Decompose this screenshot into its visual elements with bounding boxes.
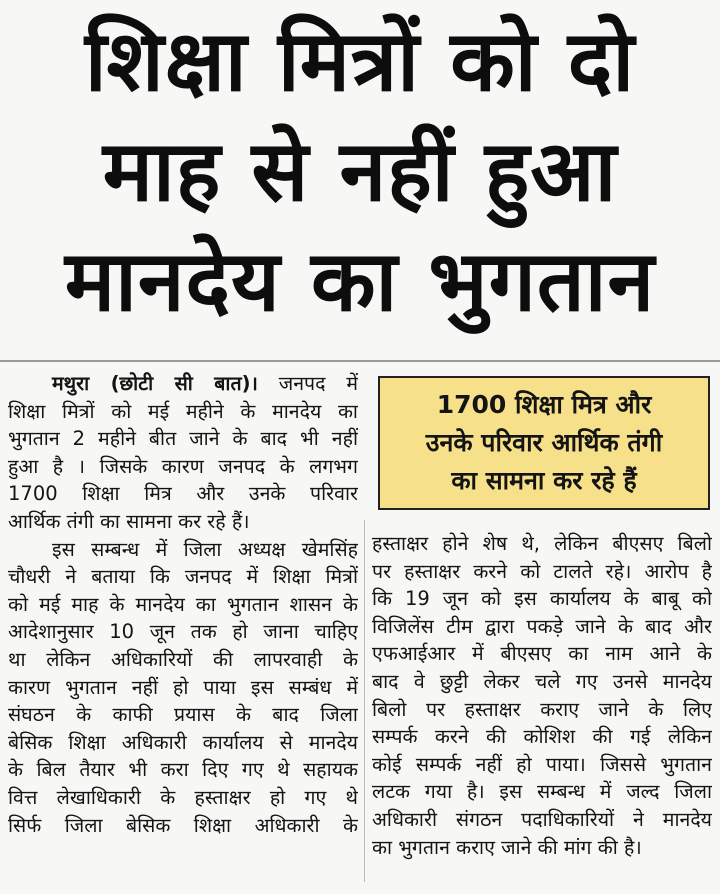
- pull-quote-line-1: 1700 शिक्षा मित्र और: [436, 390, 652, 419]
- article-line: कोई सम्पर्क नहीं हो पाया। जिससे भुगतान: [372, 752, 712, 776]
- article-line: इस सम्बन्ध में जिला अध्यक्ष खेमसिंह: [52, 537, 358, 561]
- article-line: बाद वे छुट्टी लेकर चले गए उनसे मानदेय: [372, 669, 712, 693]
- pull-quote-line-3: का सामना कर रहे हैं: [451, 466, 637, 495]
- article-line: पर हस्ताक्षर करने को टालते रहे। आरोप है: [372, 559, 712, 583]
- article-line: चौधरी ने बताया कि जनपद में शिक्षा मित्रों: [8, 565, 358, 589]
- headline-divider: [0, 360, 720, 362]
- right-column: [372, 530, 712, 861]
- article-line: कारण भुगतान नहीं हो पाया इस सम्बंध में: [8, 675, 358, 699]
- article-line: संघठन के काफी प्रयास के बाद जिला: [8, 703, 358, 727]
- pull-quote-box: [378, 376, 710, 510]
- article-line: अधिकारी संगठन पदाधिकारियों ने मानदेय: [372, 807, 712, 831]
- article-line: आदेशानुसार 10 जून तक हो जाना चाहिए: [8, 620, 358, 644]
- headline-line-1: शिक्षा मित्रों को दो: [84, 12, 636, 110]
- article-line: के बिल तैयार भी करा दिए गए थे सहायक: [8, 758, 358, 782]
- article-line: सम्पर्क करने की कोशिश की गई लेकिन: [372, 725, 712, 749]
- headline-line-2: माह से नहीं हुआ: [102, 122, 618, 220]
- article-line: 1700 शिक्षा मित्र और उनके परिवार: [8, 482, 358, 506]
- article-line-text: जनपद में: [257, 372, 358, 395]
- column-gutter: [364, 520, 365, 882]
- article-line: कि 19 जून को इस कार्यालय के बाबू को: [372, 587, 712, 611]
- article-line: बिलो पर हस्ताक्षर कराए जाने के लिए: [372, 697, 712, 721]
- article-line: सिर्फ जिला बेसिक शिक्षा अधिकारी के: [8, 813, 358, 837]
- article-line: वित्त लेखाधिकारी के हस्ताक्षर हो गए थे: [8, 785, 358, 809]
- article-line: लटक गया है। इस सम्बन्ध में जल्द जिला: [372, 780, 712, 804]
- article-line: बेसिक शिक्षा अधिकारी कार्यालय से मानदेय: [8, 730, 358, 754]
- article-line: भुगतान 2 महीने बीत जाने के बाद भी नहीं: [8, 427, 358, 451]
- article-line: था लेकिन अधिकारियों की लापरवाही के: [8, 647, 358, 671]
- article-line: हुआ है । जिसके कारण जनपद के लगभग: [8, 454, 358, 478]
- pull-quote-line-2: उनके परिवार आर्थिक तंगी: [425, 428, 663, 457]
- article-line: शिक्षा मित्रों को मई महीने के मानदेय का: [8, 399, 358, 423]
- dateline: मथुरा (छोटी सी बात)।: [52, 372, 258, 395]
- article-line: को मई माह के मानदेय का भुगतान शासन के: [8, 592, 358, 616]
- article-line: हस्ताक्षर होने शेष थे, लेकिन बीएसए बिलो: [372, 532, 712, 555]
- article-line: एफआईआर में बीएसए का नाम आने के: [372, 642, 712, 666]
- article-line: का भुगतान कराए जाने की मांग की है।: [372, 835, 642, 859]
- article-line: विजिलेंस टीम द्वारा पकड़े जाने के बाद और: [372, 614, 712, 638]
- headline: [0, 6, 720, 336]
- article-line: आर्थिक तंगी का सामना कर रहे हैं।: [8, 509, 250, 533]
- headline-line-3: मानदेय का भुगतान: [64, 232, 656, 330]
- left-column: [8, 370, 358, 839]
- article-line: [8, 370, 358, 398]
